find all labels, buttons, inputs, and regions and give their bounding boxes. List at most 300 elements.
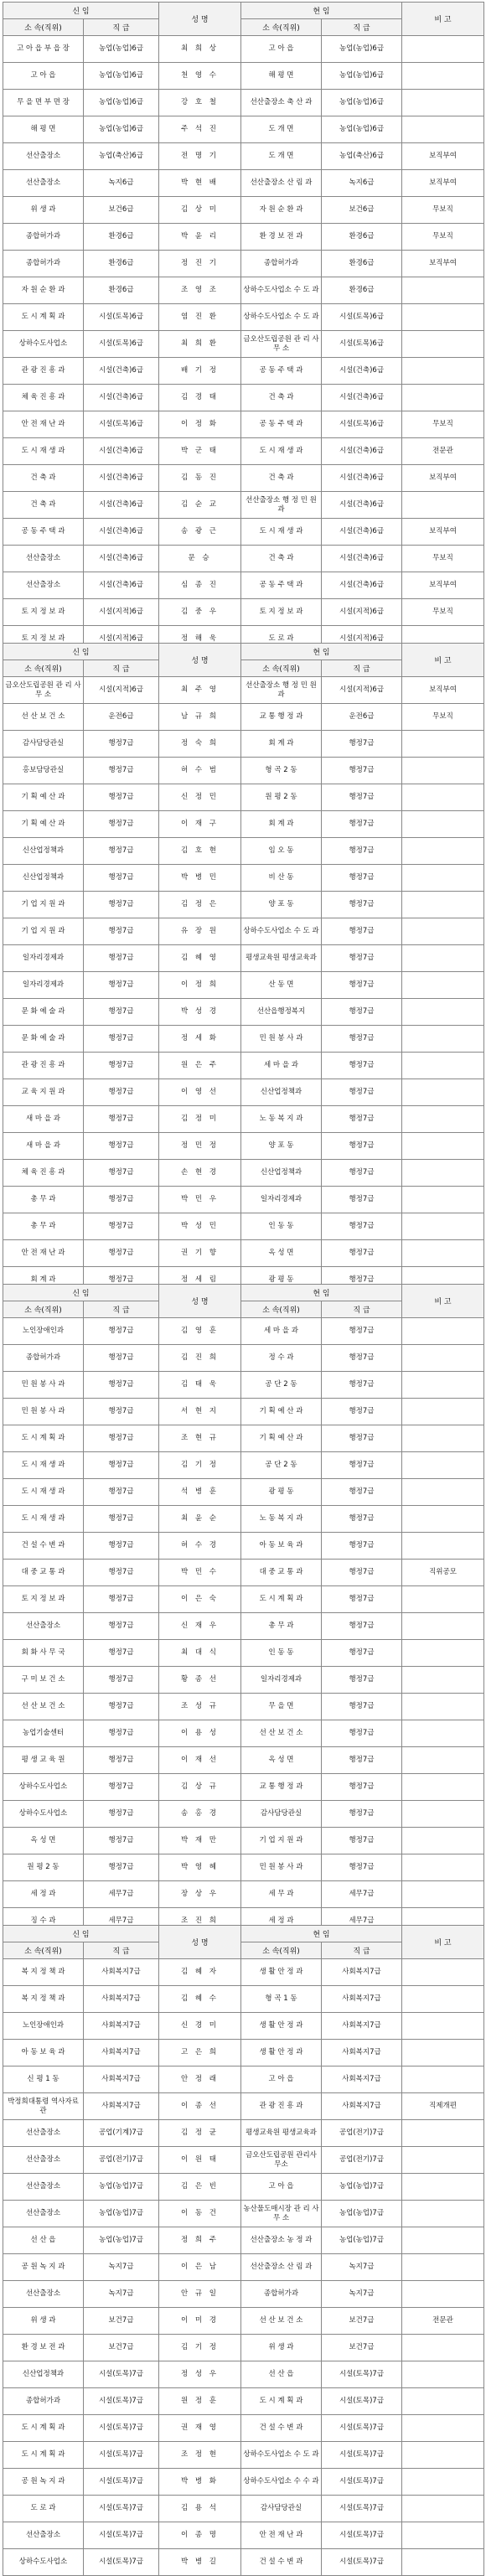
header-previous: 신 임 xyxy=(3,644,159,660)
note-cell xyxy=(402,1160,484,1187)
name-cell: 조 영 조 xyxy=(159,277,241,304)
prev-grade-cell: 시설(토목)7급 xyxy=(84,2388,159,2415)
table-row xyxy=(3,784,484,811)
note-cell: 보직부여 xyxy=(402,251,484,277)
name-cell: 박 군 태 xyxy=(159,438,241,465)
header-prev-grade: 직 급 xyxy=(84,660,159,677)
prev-dept-cell: 안 전 재 난 과 xyxy=(3,411,84,438)
note-cell xyxy=(402,1053,484,1079)
table-row xyxy=(3,704,484,731)
prev-dept-cell: 새 마 을 과 xyxy=(3,1133,84,1160)
curr-grade-cell: 농업(농업)6급 xyxy=(322,63,402,90)
prev-dept-cell: 새 마 을 과 xyxy=(3,1106,84,1133)
curr-dept-cell: 원 평 2 동 xyxy=(241,784,322,811)
note-cell: 무보직 xyxy=(402,599,484,626)
name-cell: 조 진 희 xyxy=(159,1908,241,1935)
curr-dept-cell: 공 단 2 동 xyxy=(241,1372,322,1399)
prev-grade-cell: 시설(건축)6급 xyxy=(84,385,159,411)
prev-grade-cell: 녹지6급 xyxy=(84,170,159,197)
curr-grade-cell: 행정7급 xyxy=(322,1267,402,1294)
prev-grade-cell: 행정7급 xyxy=(84,1828,159,1854)
curr-dept-cell: 건 축 과 xyxy=(241,546,322,572)
prev-dept-cell: 상하수도사업소 xyxy=(3,1801,84,1828)
name-cell: 정 세 림 xyxy=(159,1267,241,1294)
name-cell: 김 혜 수 xyxy=(159,1986,241,2013)
curr-dept-cell: 안 전 재 난 과 xyxy=(241,2522,322,2549)
note-cell xyxy=(402,838,484,865)
table-row xyxy=(3,731,484,758)
note-cell: 보직부여 xyxy=(402,143,484,170)
prev-grade-cell: 행정7급 xyxy=(84,1267,159,1294)
name-cell: 김 순 교 xyxy=(159,492,241,519)
prev-grade-cell: 행정7급 xyxy=(84,1053,159,1079)
prev-grade-cell: 녹지7급 xyxy=(84,2281,159,2308)
prev-grade-cell: 환경6급 xyxy=(84,277,159,304)
header-curr-grade: 직 급 xyxy=(322,660,402,677)
curr-dept-cell: 선산출장소 행 정 민 원 과 xyxy=(241,677,322,704)
curr-dept-cell: 도 개 면 xyxy=(241,143,322,170)
curr-dept-cell: 정 수 과 xyxy=(241,1345,322,1372)
curr-dept-cell: 도 시 재 생 과 xyxy=(241,438,322,465)
curr-grade-cell: 행정7급 xyxy=(322,1774,402,1801)
table-row xyxy=(3,304,484,331)
prev-grade-cell: 시설(토목)6급 xyxy=(84,304,159,331)
note-cell xyxy=(402,1854,484,1881)
table-row xyxy=(3,2361,484,2388)
curr-grade-cell: 시설(건축)6급 xyxy=(322,492,402,519)
prev-dept-cell: 선 산 보 건 소 xyxy=(3,1694,84,1720)
curr-grade-cell: 행정7급 xyxy=(322,999,402,1026)
table-row xyxy=(3,385,484,411)
prev-grade-cell: 행정7급 xyxy=(84,1160,159,1187)
curr-dept-cell: 광 평 동 xyxy=(241,1267,322,1294)
name-cell: 염 진 환 xyxy=(159,304,241,331)
prev-dept-cell: 상하수도사업소 xyxy=(3,1774,84,1801)
header-name: 성 명 xyxy=(159,3,241,36)
table-row xyxy=(3,251,484,277)
prev-dept-cell: 선산출장소 xyxy=(3,2120,84,2147)
table-row xyxy=(3,331,484,358)
curr-dept-cell: 임 오 동 xyxy=(241,838,322,865)
table-row xyxy=(3,358,484,385)
prev-dept-cell: 건 설 수 변 과 xyxy=(3,1533,84,1560)
note-cell xyxy=(402,1959,484,1986)
table-row xyxy=(3,90,484,116)
note-cell: 직제개편 xyxy=(402,2093,484,2120)
curr-dept-cell: 기 획 예 산 과 xyxy=(241,1425,322,1452)
name-cell: 석 병 훈 xyxy=(159,1479,241,1506)
curr-grade-cell: 시설(토목)7급 xyxy=(322,2496,402,2522)
curr-dept-cell: 금오산도립공원 관 리 사 무 소 xyxy=(241,331,322,358)
prev-grade-cell: 행정7급 xyxy=(84,1240,159,1267)
curr-dept-cell: 생 활 안 정 과 xyxy=(241,2040,322,2066)
prev-grade-cell: 농업(농업)6급 xyxy=(84,36,159,63)
table-section-4 xyxy=(3,1925,483,2576)
curr-grade-cell: 행정7급 xyxy=(322,731,402,758)
curr-dept-cell: 선산출장소 산 림 과 xyxy=(241,2254,322,2281)
prev-grade-cell: 행정7급 xyxy=(84,1667,159,1694)
curr-dept-cell: 해 평 면 xyxy=(241,63,322,90)
curr-grade-cell: 행정7급 xyxy=(322,1345,402,1372)
prev-dept-cell: 노인장애인과 xyxy=(3,1318,84,1345)
table-row xyxy=(3,838,484,865)
note-cell xyxy=(402,784,484,811)
curr-grade-cell: 보건6급 xyxy=(322,197,402,224)
note-cell xyxy=(402,1586,484,1613)
name-cell: 박 영 혜 xyxy=(159,1854,241,1881)
note-cell xyxy=(402,1828,484,1854)
table-row xyxy=(3,999,484,1026)
note-cell xyxy=(402,492,484,519)
prev-dept-cell: 상하수도사업소 xyxy=(3,2549,84,2576)
prev-dept-cell: 기 획 예 산 과 xyxy=(3,811,84,838)
prev-dept-cell: 기 획 예 산 과 xyxy=(3,784,84,811)
prev-dept-cell: 감사담당관실 xyxy=(3,731,84,758)
curr-grade-cell: 시설(토목)7급 xyxy=(322,2442,402,2469)
name-cell: 이 종 명 xyxy=(159,2522,241,2549)
prev-grade-cell: 시설(건축)6급 xyxy=(84,572,159,599)
table-row xyxy=(3,1506,484,1533)
curr-grade-cell: 행정7급 xyxy=(322,972,402,999)
note-cell xyxy=(402,1213,484,1240)
prev-grade-cell: 행정7급 xyxy=(84,1079,159,1106)
header-curr-grade: 직 급 xyxy=(322,19,402,36)
table-row xyxy=(3,2388,484,2415)
curr-grade-cell: 사회복지7급 xyxy=(322,2040,402,2066)
name-cell: 최 희 환 xyxy=(159,331,241,358)
curr-grade-cell: 사회복지7급 xyxy=(322,2066,402,2093)
curr-dept-cell: 도 로 과 xyxy=(241,626,322,653)
table-row xyxy=(3,2013,484,2040)
curr-dept-cell: 평생교육원 평생교육과 xyxy=(241,2120,322,2147)
curr-grade-cell: 행정7급 xyxy=(322,918,402,945)
curr-dept-cell: 광 평 동 xyxy=(241,1479,322,1506)
curr-dept-cell: 선산출장소 축 산 과 xyxy=(241,90,322,116)
curr-dept-cell: 아 동 보 육 과 xyxy=(241,1533,322,1560)
prev-dept-cell: 기 업 지 원 과 xyxy=(3,892,84,918)
prev-grade-cell: 행정7급 xyxy=(84,1586,159,1613)
name-cell: 박 병 길 xyxy=(159,2549,241,2576)
prev-grade-cell: 행정7급 xyxy=(84,1399,159,1425)
curr-grade-cell: 행정7급 xyxy=(322,1801,402,1828)
curr-grade-cell: 행정7급 xyxy=(322,945,402,972)
name-cell: 장 상 우 xyxy=(159,1881,241,1908)
name-cell: 김 기 정 xyxy=(159,2335,241,2361)
curr-grade-cell: 농업(축산)6급 xyxy=(322,143,402,170)
header-note: 비 고 xyxy=(402,3,484,36)
prev-grade-cell: 행정7급 xyxy=(84,731,159,758)
name-cell: 김 영 훈 xyxy=(159,1318,241,1345)
header-prev-dept: 소 속(직위) xyxy=(3,1301,84,1318)
curr-dept-cell: 건 축 과 xyxy=(241,465,322,492)
prev-grade-cell: 행정7급 xyxy=(84,758,159,784)
name-cell: 김 상 미 xyxy=(159,197,241,224)
table-row xyxy=(3,945,484,972)
prev-dept-cell: 회 계 과 xyxy=(3,1267,84,1294)
curr-dept-cell: 산 동 면 xyxy=(241,972,322,999)
header-current: 현 임 xyxy=(241,1285,402,1301)
curr-grade-cell: 행정7급 xyxy=(322,1560,402,1586)
curr-dept-cell: 세 무 과 xyxy=(241,1881,322,1908)
curr-grade-cell: 시설(토목)7급 xyxy=(322,2415,402,2442)
prev-grade-cell: 운전6급 xyxy=(84,704,159,731)
note-cell xyxy=(402,1452,484,1479)
curr-dept-cell: 인 동 동 xyxy=(241,1640,322,1667)
curr-dept-cell: 선 산 보 건 소 xyxy=(241,1720,322,1747)
table-row xyxy=(3,599,484,626)
curr-dept-cell: 노 동 복 지 과 xyxy=(241,1506,322,1533)
note-cell xyxy=(402,1613,484,1640)
table-row xyxy=(3,1187,484,1213)
prev-grade-cell: 행정7급 xyxy=(84,1213,159,1240)
curr-dept-cell: 선 산 읍 xyxy=(241,2361,322,2388)
name-cell: 신 경 미 xyxy=(159,2013,241,2040)
prev-dept-cell: 해 평 면 xyxy=(3,116,84,143)
prev-grade-cell: 행정7급 xyxy=(84,1774,159,1801)
curr-dept-cell: 도 시 계 획 과 xyxy=(241,2388,322,2415)
name-cell: 강 호 철 xyxy=(159,90,241,116)
curr-dept-cell: 신산업정책과 xyxy=(241,1079,322,1106)
table-row xyxy=(3,1801,484,1828)
prev-grade-cell: 농업(농업)6급 xyxy=(84,90,159,116)
prev-dept-cell: 종합허가과 xyxy=(3,1345,84,1372)
prev-dept-cell: 도 시 재 생 과 xyxy=(3,1452,84,1479)
curr-grade-cell: 시설(토목)6급 xyxy=(322,411,402,438)
name-cell: 이 용 성 xyxy=(159,1720,241,1747)
table-row xyxy=(3,1828,484,1854)
curr-dept-cell: 교 통 행 정 과 xyxy=(241,1774,322,1801)
name-cell: 원 정 훈 xyxy=(159,2388,241,2415)
table-row xyxy=(3,758,484,784)
name-cell: 조 현 규 xyxy=(159,1425,241,1452)
curr-dept-cell: 금오산도립공원 관리사무소 xyxy=(241,2147,322,2174)
name-cell: 김 혜 영 xyxy=(159,945,241,972)
note-cell xyxy=(402,1345,484,1372)
prev-dept-cell: 종합허가과 xyxy=(3,224,84,251)
note-cell xyxy=(402,2066,484,2093)
prev-grade-cell: 행정7급 xyxy=(84,999,159,1026)
curr-dept-cell: 건 축 과 xyxy=(241,385,322,411)
curr-dept-cell: 위 생 과 xyxy=(241,2335,322,2361)
note-cell xyxy=(402,331,484,358)
curr-grade-cell: 환경6급 xyxy=(322,224,402,251)
prev-grade-cell: 시설(토목)7급 xyxy=(84,2549,159,2576)
header-curr-dept: 소 속(직위) xyxy=(241,19,322,36)
curr-grade-cell: 행정7급 xyxy=(322,1452,402,1479)
prev-grade-cell: 시설(토목)7급 xyxy=(84,2469,159,2496)
prev-dept-cell: 도 시 재 생 과 xyxy=(3,1479,84,1506)
curr-dept-cell: 선산출장소 산 림 과 xyxy=(241,170,322,197)
curr-grade-cell: 녹지7급 xyxy=(322,2254,402,2281)
name-cell: 주 석 진 xyxy=(159,116,241,143)
name-cell: 김 태 욱 xyxy=(159,1372,241,1399)
table-row xyxy=(3,1133,484,1160)
note-cell xyxy=(402,1986,484,2013)
curr-dept-cell: 옥 성 면 xyxy=(241,1747,322,1774)
prev-dept-cell: 도 로 과 xyxy=(3,2496,84,2522)
curr-grade-cell: 시설(건축)6급 xyxy=(322,546,402,572)
curr-grade-cell: 농업(농업)7급 xyxy=(322,2201,402,2227)
name-cell: 고 은 희 xyxy=(159,2040,241,2066)
table-row xyxy=(3,918,484,945)
prev-dept-cell: 신산업정책과 xyxy=(3,2361,84,2388)
prev-grade-cell: 행정7급 xyxy=(84,918,159,945)
name-cell: 이 은 남 xyxy=(159,2254,241,2281)
curr-grade-cell: 시설(지적)6급 xyxy=(322,626,402,653)
note-cell xyxy=(402,358,484,385)
prev-grade-cell: 행정7급 xyxy=(84,1801,159,1828)
note-cell xyxy=(402,1640,484,1667)
prev-dept-cell: 신 평 1 동 xyxy=(3,2066,84,2093)
curr-dept-cell: 공 동 주 택 과 xyxy=(241,572,322,599)
prev-grade-cell: 시설(지적)6급 xyxy=(84,626,159,653)
prev-dept-cell: 도 시 재 생 과 xyxy=(3,438,84,465)
name-cell: 김 상 규 xyxy=(159,1774,241,1801)
curr-dept-cell: 형 곡 2 동 xyxy=(241,758,322,784)
prev-grade-cell: 환경6급 xyxy=(84,251,159,277)
note-cell xyxy=(402,116,484,143)
prev-grade-cell: 행정7급 xyxy=(84,972,159,999)
note-cell: 보직부여 xyxy=(402,170,484,197)
table-row xyxy=(3,1881,484,1908)
table-row xyxy=(3,1026,484,1053)
prev-grade-cell: 시설(건축)6급 xyxy=(84,546,159,572)
prev-grade-cell: 행정7급 xyxy=(84,1133,159,1160)
name-cell: 권 재 영 xyxy=(159,2415,241,2442)
prev-grade-cell: 시설(토목)7급 xyxy=(84,2415,159,2442)
curr-dept-cell: 감사담당관실 xyxy=(241,2496,322,2522)
name-cell: 정 성 우 xyxy=(159,2361,241,2388)
name-cell: 정 민 정 xyxy=(159,1133,241,1160)
curr-dept-cell: 자 원 순 환 과 xyxy=(241,197,322,224)
name-cell: 문 승 xyxy=(159,546,241,572)
curr-dept-cell: 환 경 보 전 과 xyxy=(241,224,322,251)
note-cell xyxy=(402,36,484,63)
note-cell xyxy=(402,1106,484,1133)
personnel-table xyxy=(3,1925,484,2576)
prev-grade-cell: 행정7급 xyxy=(84,1640,159,1667)
prev-dept-cell: 위 생 과 xyxy=(3,197,84,224)
curr-dept-cell: 세 마 을 과 xyxy=(241,1318,322,1345)
curr-dept-cell: 옥 성 면 xyxy=(241,1240,322,1267)
note-cell xyxy=(402,1720,484,1747)
note-cell xyxy=(402,1240,484,1267)
prev-dept-cell: 공 원 녹 지 과 xyxy=(3,2254,84,2281)
table-row xyxy=(3,36,484,63)
prev-grade-cell: 행정7급 xyxy=(84,1720,159,1747)
prev-grade-cell: 행정7급 xyxy=(84,1506,159,1533)
curr-grade-cell: 행정7급 xyxy=(322,892,402,918)
table-row xyxy=(3,1160,484,1187)
curr-grade-cell: 시설(토목)7급 xyxy=(322,2522,402,2549)
prev-grade-cell: 보건7급 xyxy=(84,2308,159,2335)
prev-grade-cell: 행정7급 xyxy=(84,784,159,811)
table-row xyxy=(3,1079,484,1106)
header-previous: 신 임 xyxy=(3,3,159,19)
curr-grade-cell: 행정7급 xyxy=(322,1026,402,1053)
name-cell: 김 용 석 xyxy=(159,2496,241,2522)
name-cell: 허 수 경 xyxy=(159,1533,241,1560)
name-cell: 유 장 원 xyxy=(159,918,241,945)
prev-dept-cell: 무 을 면 부 면 장 xyxy=(3,90,84,116)
name-cell: 이 재 구 xyxy=(159,811,241,838)
header-current: 현 임 xyxy=(241,1926,402,1942)
table-row xyxy=(3,1986,484,2013)
note-cell: 직위공모 xyxy=(402,1560,484,1586)
prev-grade-cell: 시설(지적)6급 xyxy=(84,677,159,704)
prev-grade-cell: 시설(건축)6급 xyxy=(84,492,159,519)
prev-grade-cell: 녹지7급 xyxy=(84,2254,159,2281)
name-cell: 박 민 우 xyxy=(159,1187,241,1213)
prev-dept-cell: 기 업 지 원 과 xyxy=(3,918,84,945)
curr-grade-cell: 환경6급 xyxy=(322,251,402,277)
prev-dept-cell: 관 광 진 흥 과 xyxy=(3,1053,84,1079)
curr-dept-cell: 상하수도사업소 수 수 과 xyxy=(241,2469,322,2496)
note-cell xyxy=(402,2361,484,2388)
header-prev-grade: 직 급 xyxy=(84,1301,159,1318)
curr-dept-cell: 형 곡 1 동 xyxy=(241,1986,322,2013)
table-row xyxy=(3,811,484,838)
name-cell: 박 민 수 xyxy=(159,1560,241,1586)
name-cell: 정 숙 희 xyxy=(159,731,241,758)
note-cell xyxy=(402,1747,484,1774)
table-row xyxy=(3,2066,484,2093)
name-cell: 김 동 진 xyxy=(159,465,241,492)
note-cell xyxy=(402,1026,484,1053)
prev-grade-cell: 행정7급 xyxy=(84,865,159,892)
curr-dept-cell: 선 산 보 건 소 xyxy=(241,2308,322,2335)
header-name: 성 명 xyxy=(159,644,241,677)
curr-dept-cell: 공 동 주 택 과 xyxy=(241,411,322,438)
prev-grade-cell: 행정7급 xyxy=(84,811,159,838)
curr-dept-cell: 고 아 읍 xyxy=(241,36,322,63)
name-cell: 정 세 화 xyxy=(159,1026,241,1053)
table-row xyxy=(3,492,484,519)
prev-grade-cell: 사회복지7급 xyxy=(84,2066,159,2093)
curr-dept-cell: 상하수도사업소 수 도 과 xyxy=(241,304,322,331)
table-row xyxy=(3,1533,484,1560)
prev-dept-cell: 도 시 계 획 과 xyxy=(3,1425,84,1452)
curr-dept-cell: 무 을 면 xyxy=(241,1694,322,1720)
prev-grade-cell: 농업(농업)7급 xyxy=(84,2201,159,2227)
table-row xyxy=(3,2040,484,2066)
note-cell xyxy=(402,1881,484,1908)
prev-dept-cell: 민 원 봉 사 과 xyxy=(3,1399,84,1425)
table-row xyxy=(3,465,484,492)
name-cell: 최 대 식 xyxy=(159,1640,241,1667)
curr-grade-cell: 행정7급 xyxy=(322,1694,402,1720)
curr-grade-cell: 공업(전기)7급 xyxy=(322,2120,402,2147)
prev-grade-cell: 시설(토목)6급 xyxy=(84,411,159,438)
curr-dept-cell: 공 동 주 택 과 xyxy=(241,358,322,385)
header-curr-dept: 소 속(직위) xyxy=(241,1301,322,1318)
table-row xyxy=(3,224,484,251)
note-cell xyxy=(402,1399,484,1425)
curr-grade-cell: 행정7급 xyxy=(322,1479,402,1506)
name-cell: 신 재 우 xyxy=(159,1613,241,1640)
curr-dept-cell: 종합허가과 xyxy=(241,251,322,277)
header-curr-grade: 직 급 xyxy=(322,1942,402,1959)
header-note: 비 고 xyxy=(402,644,484,677)
prev-grade-cell: 환경6급 xyxy=(84,224,159,251)
prev-grade-cell: 행정7급 xyxy=(84,1694,159,1720)
curr-dept-cell: 회 계 과 xyxy=(241,731,322,758)
curr-grade-cell: 행정7급 xyxy=(322,1160,402,1187)
curr-dept-cell: 양 포 동 xyxy=(241,1133,322,1160)
header-name: 성 명 xyxy=(159,1926,241,1959)
prev-grade-cell: 행정7급 xyxy=(84,1026,159,1053)
curr-dept-cell: 도 시 재 생 과 xyxy=(241,519,322,546)
